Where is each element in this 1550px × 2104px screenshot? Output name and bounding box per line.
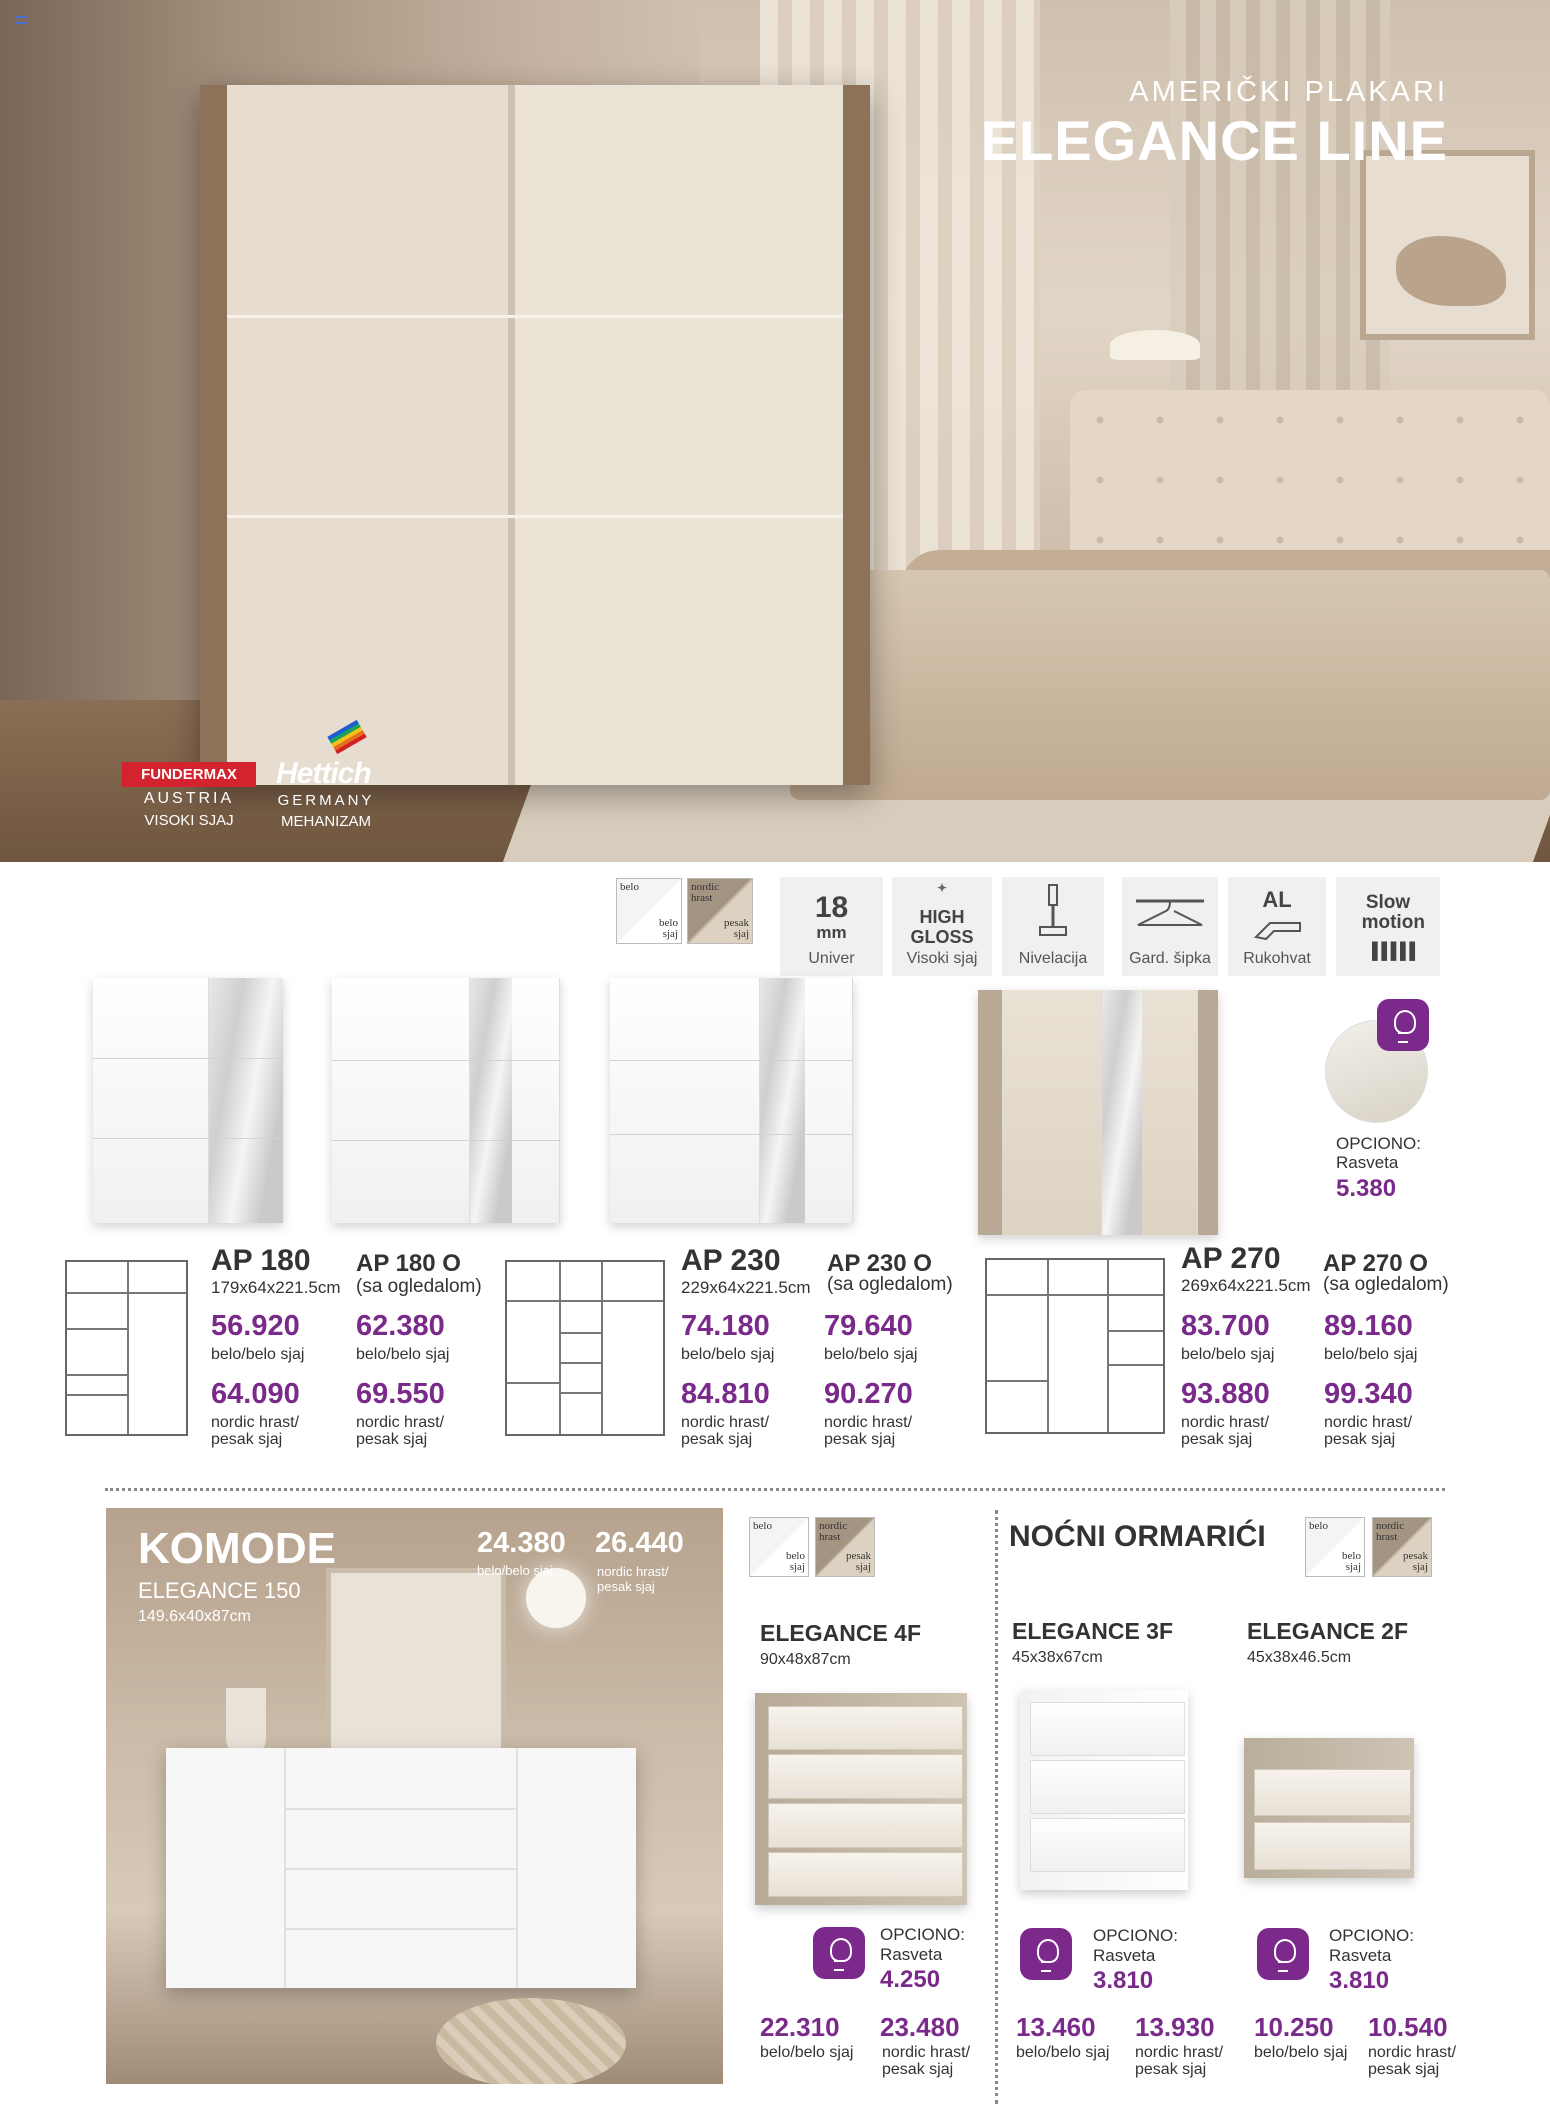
fundermax-logo-text: FUNDERMAX <box>141 766 237 783</box>
elegance4f-price-wood: 23.480 <box>880 2012 960 2042</box>
finish-label: pesak sjaj <box>1368 2061 1440 2078</box>
finish-label: belo/belo sjaj <box>681 1346 775 1363</box>
ap230-schema <box>505 1260 665 1436</box>
ap270-schema <box>985 1258 1165 1434</box>
lightbulb-icon <box>1257 1928 1309 1980</box>
elegance2f-price-white: 10.250 <box>1254 2012 1334 2042</box>
dims-ap230: 229x64x221.5cm <box>681 1278 811 1297</box>
komode-cabinet <box>166 1748 636 1988</box>
hero-title: ELEGANCE LINE <box>980 109 1448 172</box>
hero-subtitle: AMERIČKI PLAKARI <box>1129 76 1448 108</box>
price-ap270-wood: 93.880 <box>1181 1378 1270 1410</box>
hanger-icon <box>1132 893 1208 933</box>
panel-divider <box>610 1134 853 1135</box>
handle-icon <box>1252 917 1304 941</box>
option-label: OPCIONO: <box>880 1925 966 1944</box>
model-ap270: AP 270 <box>1181 1242 1281 1275</box>
elegance4f-image <box>755 1693 967 1905</box>
swatch-wood-bottom: pesak sjaj <box>845 1550 871 1573</box>
finish-label: nordic hrast/ <box>1368 2044 1457 2061</box>
model-ap230o: AP 230 O <box>827 1250 932 1277</box>
feature-caption: Univer <box>808 950 855 967</box>
price-ap230-white: 74.180 <box>681 1310 770 1342</box>
feature-slow-motion-title: Slow motion <box>1351 892 1425 933</box>
finish-label: nordic hrast/ <box>211 1414 300 1431</box>
mirror-panel <box>209 978 283 1223</box>
finish-label: belo/belo sjaj <box>356 1346 450 1363</box>
feature-high-gloss-title: HIGH GLOSS <box>910 907 974 947</box>
note-ap180o: (sa ogledalom) <box>356 1276 482 1297</box>
elegance2f-option-price: 3.810 <box>1329 1967 1390 1994</box>
hero-bed <box>790 570 1550 800</box>
note-ap270o: (sa ogledalom) <box>1323 1274 1449 1295</box>
door-panel <box>805 978 853 1223</box>
model-ap270o: AP 270 O <box>1323 1250 1428 1277</box>
elegance3f-dims: 45x38x67cm <box>1012 1649 1103 1666</box>
elegance4f-price-white: 22.310 <box>760 2012 840 2042</box>
door-panel <box>332 978 470 1223</box>
finish-label: nordic hrast/ <box>356 1414 445 1431</box>
option-label: Rasveta <box>880 1945 943 1964</box>
elegance3f-image <box>1020 1690 1188 1890</box>
section-divider <box>105 1488 1445 1491</box>
feature-handle-title: AL <box>1262 887 1292 912</box>
swatch-white <box>749 1517 809 1577</box>
elegance2f-price-wood: 10.540 <box>1368 2012 1448 2042</box>
wardrobe-ap270-image <box>978 990 1218 1235</box>
hettich-country: GERMANY <box>277 792 375 809</box>
price-ap180o-wood: 69.550 <box>356 1378 445 1410</box>
panel-divider <box>332 1140 560 1141</box>
swatch-wood-top: nordic hrast <box>691 881 720 904</box>
drawer <box>1254 1822 1410 1870</box>
model-ap180o: AP 180 O <box>356 1250 461 1277</box>
finish-label: pesak sjaj <box>882 2061 954 2078</box>
lightbulb-icon <box>1020 1928 1072 1980</box>
lightbulb-icon <box>813 1927 865 1979</box>
finish-label: pesak sjaj <box>681 1431 753 1448</box>
finish-label: nordic hrast/ <box>1181 1414 1270 1431</box>
feature-leveler <box>1002 877 1104 976</box>
hero-wardrobe <box>200 85 870 785</box>
feature-thickness <box>780 877 883 976</box>
door-panel <box>1002 990 1102 1235</box>
feature-thickness-value: 18 <box>814 891 849 924</box>
finish-label: belo/belo sjaj <box>1181 1346 1275 1363</box>
finish-label: pesak sjaj <box>824 1431 896 1448</box>
slow-motion-icon: ▌▌▌▌▌ <box>1372 943 1419 960</box>
price-ap270o-wood: 99.340 <box>1324 1378 1413 1410</box>
feature-slow-motion <box>1336 877 1440 976</box>
drawer <box>1030 1760 1185 1814</box>
panel-divider <box>93 1058 283 1059</box>
finish-label: pesak sjaj <box>356 1431 428 1448</box>
column-divider <box>995 1510 998 2104</box>
price-ap230o-wood: 90.270 <box>824 1378 913 1410</box>
drawer <box>768 1754 963 1799</box>
panel-divider <box>93 1138 283 1139</box>
hero-painting <box>1360 150 1535 340</box>
swatch-wood-top: nordic hrast <box>1376 1520 1405 1543</box>
hettich-caption: MEHANIZAM <box>281 813 371 830</box>
hero-lamp <box>1110 330 1200 360</box>
mirror-panel <box>1102 990 1142 1235</box>
feature-thickness-unit: mm <box>816 923 847 942</box>
komode-name: ELEGANCE 150 <box>138 1578 301 1603</box>
finish-label: nordic hrast/ <box>1135 2044 1224 2061</box>
drawer <box>768 1706 963 1751</box>
komode-label-wood: nordic hrast/ <box>597 1564 669 1579</box>
komode-title: KOMODE <box>138 1524 336 1573</box>
elegance3f-title: ELEGANCE 3F <box>1012 1618 1174 1644</box>
komode-dims: 149.6x40x87cm <box>138 1608 251 1625</box>
swatch-wood-bottom: pesak sjaj <box>723 917 749 940</box>
wardrobe-ap230-image <box>610 978 853 1223</box>
finish-label: belo/belo sjaj <box>760 2044 854 2061</box>
swatch-white <box>1305 1517 1365 1577</box>
elegance3f-price-wood: 13.930 <box>1135 2012 1215 2042</box>
ap180-schema <box>65 1260 188 1436</box>
finish-label: pesak sjaj <box>211 1431 283 1448</box>
finish-label: nordic hrast/ <box>681 1414 770 1431</box>
fundermax-logo <box>122 762 256 787</box>
mirror-panel <box>760 978 805 1223</box>
fundermax-country: AUSTRIA <box>143 790 235 807</box>
option-label: Rasveta <box>1329 1946 1392 1965</box>
dims-ap270: 269x64x221.5cm <box>1181 1276 1311 1295</box>
option-label: OPCIONO: <box>1329 1926 1415 1945</box>
door-panel <box>93 978 209 1223</box>
swatch-white-bottom: belo sjaj <box>786 1550 805 1573</box>
price-ap230o-white: 79.640 <box>824 1310 913 1342</box>
price-ap180o-white: 62.380 <box>356 1310 445 1342</box>
door-panel <box>610 978 760 1223</box>
finish-label: belo/belo sjaj <box>824 1346 918 1363</box>
price-ap270o-white: 89.160 <box>1324 1310 1413 1342</box>
option-label: OPCIONO: <box>1336 1134 1422 1153</box>
nocni-title: NOĆNI ORMARIĆI <box>1009 1520 1266 1553</box>
komode-frame <box>326 1568 506 1778</box>
finish-label: pesak sjaj <box>1181 1431 1253 1448</box>
feature-caption: Rukohvat <box>1243 950 1311 967</box>
elegance4f-option-price: 4.250 <box>880 1966 941 1993</box>
feature-caption: Visoki sjaj <box>906 950 978 967</box>
option-label: Rasveta <box>1336 1153 1399 1172</box>
swatch-wood <box>687 878 753 944</box>
komode-pouf <box>436 1998 626 2084</box>
elegance3f-option-price: 3.810 <box>1093 1967 1154 1994</box>
swatch-white <box>616 878 682 944</box>
swatch-wood-bottom: pesak sjaj <box>1402 1550 1428 1573</box>
drawer <box>1030 1702 1185 1756</box>
drawer <box>1030 1818 1185 1872</box>
wardrobe-ap180o-image <box>332 978 560 1223</box>
komode-price-white: 24.380 <box>477 1527 566 1559</box>
fundermax-caption: VISOKI SJAJ <box>144 812 234 829</box>
elegance4f-dims: 90x48x87cm <box>760 1651 851 1668</box>
option-label: OPCIONO: <box>1093 1926 1179 1945</box>
price-ap230-wood: 84.810 <box>681 1378 770 1410</box>
komode-vase <box>226 1648 266 1748</box>
finish-label: belo/belo sjaj <box>1324 1346 1418 1363</box>
feature-hanger-rail <box>1122 877 1218 976</box>
komode-label-white: belo/belo sjaj <box>477 1563 553 1578</box>
price-ap180-white: 56.920 <box>211 1310 300 1342</box>
price-ap270-white: 83.700 <box>1181 1310 1270 1342</box>
panel-divider <box>610 1060 853 1061</box>
finish-label: belo/belo sjaj <box>211 1346 305 1363</box>
hettich-logo: Hettich <box>276 757 371 790</box>
drawer <box>768 1803 963 1848</box>
drawer <box>1254 1769 1410 1817</box>
panel-divider <box>332 1060 560 1061</box>
model-ap180: AP 180 <box>211 1244 311 1277</box>
finish-label: pesak sjaj <box>1135 2061 1207 2078</box>
feature-handle <box>1228 877 1326 976</box>
sparkle-icon: ✦ <box>936 881 948 895</box>
menu-icon[interactable] <box>16 16 27 24</box>
finish-label: belo/belo sjaj <box>1254 2044 1348 2061</box>
option-price: 5.380 <box>1336 1175 1397 1202</box>
elegance3f-price-white: 13.460 <box>1016 2012 1096 2042</box>
drawer <box>768 1852 963 1897</box>
swatch-white-top: belo <box>753 1520 772 1532</box>
option-label: Rasveta <box>1093 1946 1156 1965</box>
finish-label: nordic hrast/ <box>824 1414 913 1431</box>
feature-caption: Nivelacija <box>1018 950 1088 967</box>
swatch-white-bottom: belo sjaj <box>659 917 678 940</box>
swatch-wood <box>815 1517 875 1577</box>
swatch-white-bottom: belo sjaj <box>1342 1550 1361 1573</box>
dims-ap180: 179x64x221.5cm <box>211 1278 341 1297</box>
elegance2f-image <box>1244 1738 1414 1878</box>
note-ap230o: (sa ogledalom) <box>827 1274 953 1295</box>
swatch-white-top: belo <box>1309 1520 1328 1532</box>
finish-label: nordic hrast/ <box>882 2044 971 2061</box>
komode-price-wood: 26.440 <box>595 1527 684 1559</box>
elegance2f-dims: 45x38x46.5cm <box>1247 1649 1352 1666</box>
lightbulb-icon <box>1377 999 1429 1051</box>
finish-label: pesak sjaj <box>1324 1431 1396 1448</box>
finish-label: belo/belo sjaj <box>1016 2044 1110 2061</box>
feature-caption: Gard. šipka <box>1129 950 1211 967</box>
feature-high-gloss <box>892 877 992 976</box>
finish-label: nordic hrast/ <box>1324 1414 1413 1431</box>
model-ap230: AP 230 <box>681 1244 781 1277</box>
elegance2f-title: ELEGANCE 2F <box>1247 1618 1409 1644</box>
swatch-wood <box>1372 1517 1432 1577</box>
leveler-icon <box>1034 883 1072 941</box>
price-ap180-wood: 64.090 <box>211 1378 300 1410</box>
door-panel <box>1142 990 1198 1235</box>
mirror-panel <box>470 978 512 1223</box>
swatch-white-top: belo <box>620 881 639 893</box>
wardrobe-ap180-image <box>93 978 283 1223</box>
swatch-wood-top: nordic hrast <box>819 1520 848 1543</box>
door-panel <box>512 978 560 1223</box>
komode-label-wood: pesak sjaj <box>597 1579 655 1594</box>
elegance4f-title: ELEGANCE 4F <box>760 1620 922 1646</box>
